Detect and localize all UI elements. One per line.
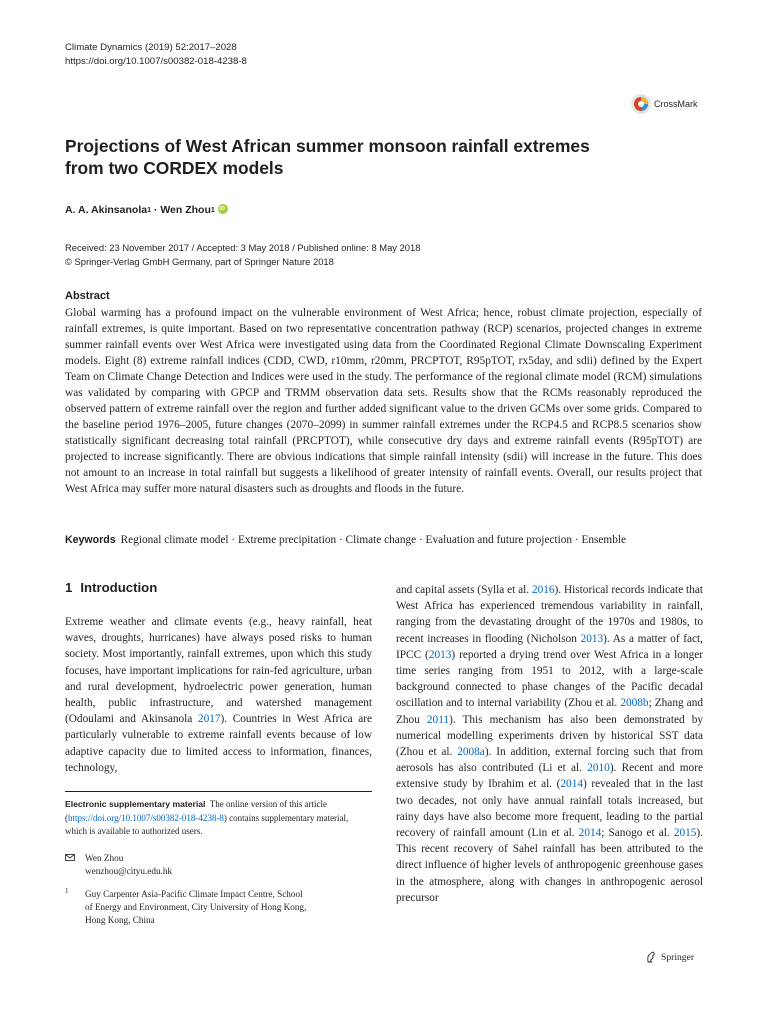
article-doi[interactable]: https://doi.org/10.1007/s00382-018-4238-8 [65,56,247,67]
body-text: ) reported a drying trend over West Africa in a longer time series ranging from 1951 to 2012, with a large-scale background connected to phase changes of the Pacific decadal oscillation and to internal variability (Zhou et al. [396,648,703,710]
springer-horse-icon [645,951,657,963]
copyright-line: © Springer-Verlag GmbH Germany, part of Springer Nature 2018 [65,255,334,267]
title-line-1: Projections of West African summer monsoon rainfall extremes [65,136,590,156]
esm-text: The online version of this article ( [65,799,330,823]
correspondence [65,852,172,878]
body-text: ). As a matter of fact, IPCC ( [396,632,703,661]
citation-link[interactable]: 2013 [580,632,604,645]
intro-paragraph-left [65,614,372,776]
abstract-text: Global warming has a profound impact on the vulnerable environment of West Africa; hence, robust climate projection, especially of rainfall extremes, is quite important. Based on two representative concentration pathway (RCP) scenarios, projected changes in extreme summer rainfall events over West Africa were investigated using data from the Coordinated Regional Climate Downscaling Experiment models. Eight (8) extreme rainfall indices (CDD, CWD, r10mm, r20mm, PRCPTOT, R95pTOT, rx5day, and sdii) defined by the Expert Team on Climate Change Detection and Indices were used in the study. The performance of the regional climate model (RCM) simulations was validated by comparing with GPCP and TRMM observation data sets. Results show that the RCMs reasonably reproduced the observed pattern of extreme rainfall over the region and further added significant value to the driven GCMs over some grids. Compared to the baseline period 1976–2005, future changes (2070–2099) in summer rainfall extremes under the RCP4.5 and RCP8.5 scenarios show statistically significant decreasing total rainfall (PRCPTOT), while consecutive dry days and extreme rainfall events (R95pTOT) are projected to increase significantly. There are obvious indications that simple rainfall intensity (sdii) will increase in the future. This does not amount to an increase in total rainfall but suggests a likelihood of greater intensity of rainfall events. Overall, our results project that West Africa may suffer more natural disasters such as droughts and floods in the future. [65,307,702,495]
author-name: Wen Zhou [160,204,211,216]
publisher-logo [645,951,694,963]
body-text: ; Zhang and Zhou [396,697,703,726]
keywords [65,534,702,546]
body-text: ). Countries in West Africa are particularly vulnerable to extreme rainfall events because of low adaptive capacity due to limited access to information, finances, technology, [65,713,372,774]
citation-link[interactable]: 2016 [531,584,555,596]
crossmark-label: CrossMark [654,99,698,109]
citation-link[interactable]: 2010 [587,762,610,775]
citation-link[interactable]: 2008b [620,697,649,710]
author-separator: · [150,204,161,216]
author-email[interactable]: wenzhou@cityu.edu.hk [85,866,173,876]
author-name: A. A. Akinsanola [65,204,148,216]
citation-link[interactable]: 2011 [426,713,450,726]
body-text: ). In addition, external forcing such that from aerosols has also contributed (Li et al. [396,746,703,775]
citation-link[interactable]: 2013 [428,648,452,661]
body-text: and capital assets (Sylla et al. [396,584,532,596]
journal-header [65,41,247,69]
body-text: ). This mechanism has also been demonstrated by numerical modelling experiments driven by historical SST data (Zhou et al. [396,713,704,759]
crossmark-icon [631,94,651,114]
supplementary-material-note [65,798,372,839]
body-text: ). Recent and more extensive study by Ibrahim et al. ( [396,762,703,791]
citation-link[interactable]: 2014 [560,778,583,791]
citation-link[interactable]: 2015 [673,827,697,840]
body-text: ; Sanogo et al. [601,827,674,840]
crossmark-badge[interactable] [631,94,698,114]
paper-title [65,135,665,179]
author-list [65,204,228,216]
author-affiliation-marker: 1 [210,206,215,214]
keywords-label: Keywords [65,534,116,546]
esm-doi-link[interactable]: https://doi.org/10.1007/s00382-018-4238-8 [68,812,224,823]
citation-link[interactable]: 2014 [578,827,602,840]
intro-paragraph-right [396,582,703,906]
affiliation-line: of Energy and Environment, City University of Hong Kong, [85,902,307,912]
affiliation-line: Guy Carpenter Asia-Pacific Climate Impact Centre, School [85,889,303,899]
section-heading [65,580,157,595]
section-title: Introduction [80,580,158,595]
title-line-2: from two CORDEX models [65,158,284,178]
esm-text: ) contains supplementary material, which is available to authorized users. [65,812,349,836]
body-text: ). This recent recovery of Sahel rainfall has been attributed to the direct influence of higher levels of anthropogenic greenhouse gases in the atmosphere, along with changes in anthropogenic aerosol precursor [396,827,703,904]
orcid-icon[interactable] [218,204,228,214]
author-affiliation-marker: 1 [147,206,151,214]
abstract-heading: Abstract [65,290,110,302]
affiliation-line: Hong Kong, China [85,915,155,925]
body-text: ) revealed that in the last two decades, not only have annual rainfall totals increased, but rainy days have also become more frequent, leading to the partial recovery of rainfall amount (Lin et al. [396,778,703,840]
keywords-list: Regional climate model · Extreme precipitation · Climate change · Evaluation and future projection · Ensemble [120,534,626,546]
journal-citation: Climate Dynamics (2019) 52:2017–2028 [65,42,237,53]
corresponding-author: Wen Zhou [85,853,124,863]
body-text: Extreme weather and climate events (e.g., heavy rainfall, heat waves, droughts, hurricanes) have always posed risks to human society. Most importantly, rainfall extremes, upon which this study focuses, have important implications for rain-fed agriculture, urban and rural development, hydroelectric power generation, human health, public infrastructure, and watershed management (Odoulami and Akinsanola [65,616,372,726]
affiliation [65,888,372,927]
footnote-divider [65,791,372,792]
publication-dates [65,241,420,268]
citation-link[interactable]: 2017 [197,713,221,726]
affiliation-marker: 1 [65,887,69,895]
publisher-name: Springer [661,951,695,963]
section-number: 1 [65,580,73,595]
history-dates: Received: 23 November 2017 / Accepted: 3 May 2018 / Published online: 8 May 2018 [65,242,421,253]
envelope-icon [65,854,75,861]
body-text: ). Historical records indicate that West Africa has experienced tremendous variability in rainfall, ranging from the devastating drought of the 1970s and 1980s, to recent increases in flooding (Nicholson [396,584,703,645]
citation-link[interactable]: 2008a [457,746,485,759]
esm-label: Electronic supplementary material [65,799,206,809]
